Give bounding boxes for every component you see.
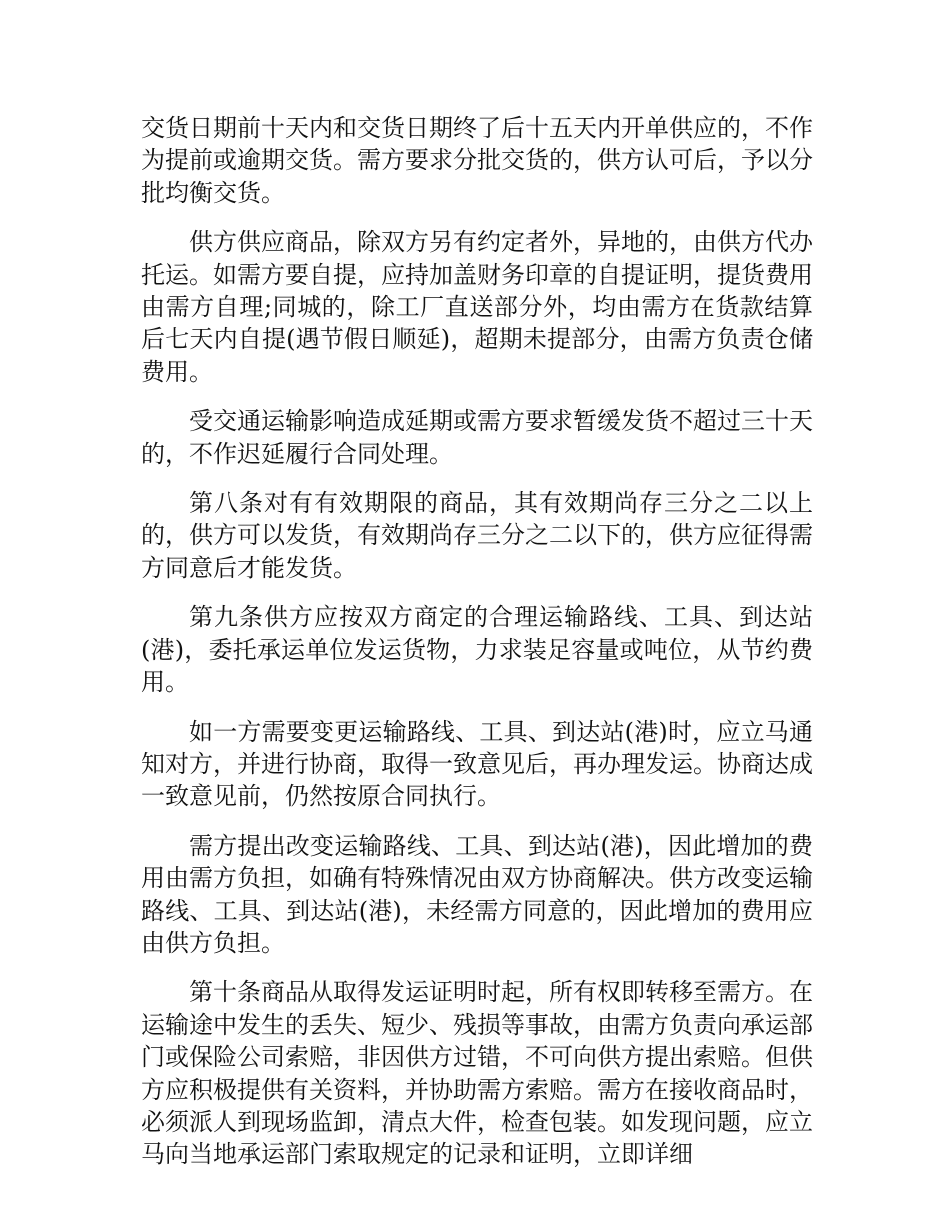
document-body [141,112,813,1188]
paragraph-article-8: 第八条对有有效期限的商品，其有效期尚存三分之二以上的，供方可以发货，有效期尚存三分之二以下的，供方应征得需方同意后才能发货。 [141,489,813,582]
paragraph-change-costs: 需方提出改变运输路线、工具、到达站(港)，因此增加的费用由需方负担，如确有特殊情况由双方协商解决。供方改变运输路线、工具、到达站(港)，未经需方同意的，因此增加的费用应由供方负担。 [141,831,813,957]
paragraph-route-change: 如一方需要变更运输路线、工具、到达站(港)时，应立马通知对方，并进行协商，取得一致意见后，再办理发运。协商达成一致意见前，仍然按原合同执行。 [141,717,813,811]
paragraph-continuation: 交货日期前十天内和交货日期终了后十五天内开单供应的，不作为提前或逾期交货。需方要求分批交货的，供方认可后，予以分批均衡交货。 [141,114,813,207]
paragraph-transport-delay: 受交通运输影响造成延期或需方要求暂缓发货不超过三十天的，不作迟延履行合同处理。 [141,407,813,468]
paragraph-article-9: 第九条供方应按双方商定的合理运输路线、工具、到达站(港)，委托承运单位发运货物，力求装足容量或吨位，从节约费用。 [141,603,813,697]
paragraph-delivery-pickup: 供方供应商品，除双方另有约定者外，异地的，由供方代办托运。如需方要自提，应持加盖财务印章的自提证明，提货费用由需方自理;同城的，除工厂直送部分外，均由需方在货款结算后七天内自提(遇节假日顺延)，超期未提部分，由需方负责仓储费用。 [141,228,813,386]
paragraph-article-10: 第十条商品从取得发运证明时起，所有权即转移至需方。在运输途中发生的丢失、短少、残损等事故，由需方负责向承运部门或保险公司索赔，非因供方过错，不可向供方提出索赔。但供方应积极提供有关资料，并协助需方索赔。需方在接收商品时，必须派人到现场监卸，清点大件，检查包装。如发现问题，应立马向当地承运部门索取规定的记录和证明，立即详细 [141,978,813,1169]
